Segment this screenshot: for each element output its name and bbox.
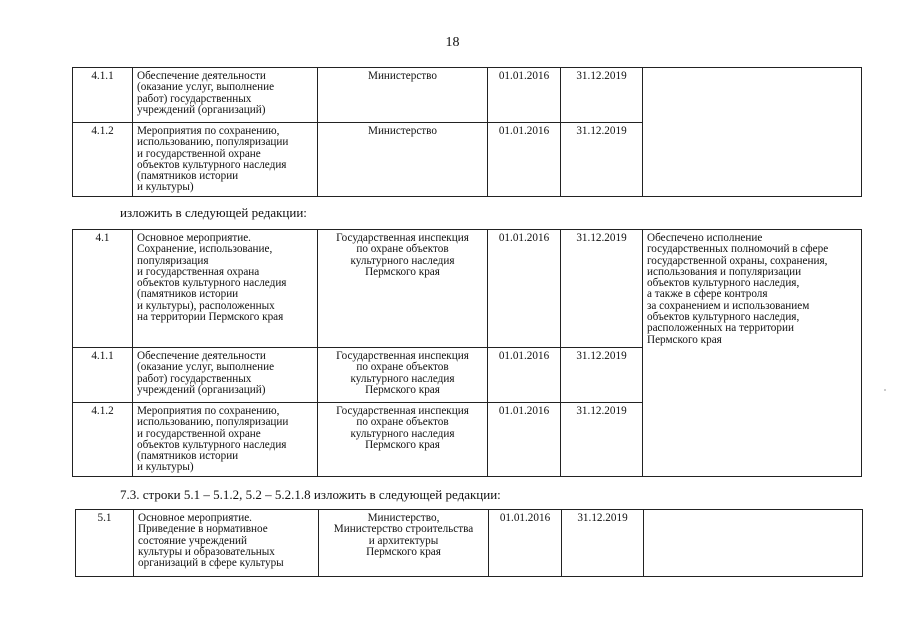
end-date: 31.12.2019	[561, 123, 643, 197]
table-section-5	[75, 509, 863, 577]
responsible-executor: Министерство	[318, 123, 488, 197]
start-date: 01.01.2016	[489, 510, 562, 577]
end-date: 31.12.2019	[561, 348, 643, 403]
result-cell	[643, 68, 862, 197]
row-number: 4.1.2	[73, 123, 133, 197]
activity-name: Основное мероприятие. Приведение в нормативное состояние учреждений культуры и образовательных организаций в сфере культуры	[134, 510, 319, 577]
responsible-executor: Государственная инспекция по охране объектов культурного наследия Пермского края	[318, 348, 488, 403]
row-number: 4.1	[73, 230, 133, 348]
row-number: 4.1.1	[73, 68, 133, 123]
paragraph-section-7-3: 7.3. строки 5.1 – 5.1.2, 5.2 – 5.2.1.8 изложить в следующей редакции:	[120, 487, 501, 502]
responsible-executor: Министерство	[318, 68, 488, 123]
end-date: 31.12.2019	[562, 510, 644, 577]
responsible-executor: Государственная инспекция по охране объектов культурного наследия Пермского края	[318, 403, 488, 477]
scan-speck	[884, 389, 886, 391]
expected-result: Обеспечено исполнение государственных полномочий в сфере государственной охраны, сохранения, использования и популяризации объектов культурного наследия, а также в сфере контроля за сохранением и использованием объектов культурного наследия, расположенных на территории Пермского края	[643, 230, 862, 477]
responsible-executor: Государственная инспекция по охране объектов культурного наследия Пермского края	[318, 230, 488, 348]
end-date: 31.12.2019	[561, 403, 643, 477]
responsible-executor: Министерство, Министерство строительства и архитектуры Пермского края	[319, 510, 489, 577]
table-old-rows	[72, 67, 862, 197]
row-number: 4.1.2	[73, 403, 133, 477]
page-number: 18	[445, 35, 460, 50]
end-date: 31.12.2019	[561, 68, 643, 123]
activity-name: Основное мероприятие. Сохранение, использование, популяризация и государственная охрана объектов культурного наследия (памятников истории и культуры), расположенных на территории Пермского края	[133, 230, 318, 348]
activity-name: Обеспечение деятельности (оказание услуг, выполнение работ) государственных учреждений (организаций)	[133, 348, 318, 403]
paragraph-new-edition: изложить в следующей редакции:	[120, 205, 307, 220]
start-date: 01.01.2016	[488, 230, 561, 348]
start-date: 01.01.2016	[488, 348, 561, 403]
start-date: 01.01.2016	[488, 123, 561, 197]
end-date: 31.12.2019	[561, 230, 643, 348]
start-date: 01.01.2016	[488, 403, 561, 477]
activity-name: Обеспечение деятельности (оказание услуг, выполнение работ) государственных учреждений (организаций)	[133, 68, 318, 123]
table-new-rows	[72, 229, 862, 477]
activity-name: Мероприятия по сохранению, использованию, популяризации и государственной охране объектов культурного наследия (памятников истории и культуры)	[133, 123, 318, 197]
table-row	[73, 68, 862, 123]
start-date: 01.01.2016	[488, 68, 561, 123]
row-number: 4.1.1	[73, 348, 133, 403]
expected-result	[644, 510, 863, 577]
table-row	[73, 230, 862, 348]
table-row	[76, 510, 863, 577]
row-number: 5.1	[76, 510, 134, 577]
activity-name: Мероприятия по сохранению, использованию, популяризации и государственной охране объектов культурного наследия (памятников истории и культуры)	[133, 403, 318, 477]
